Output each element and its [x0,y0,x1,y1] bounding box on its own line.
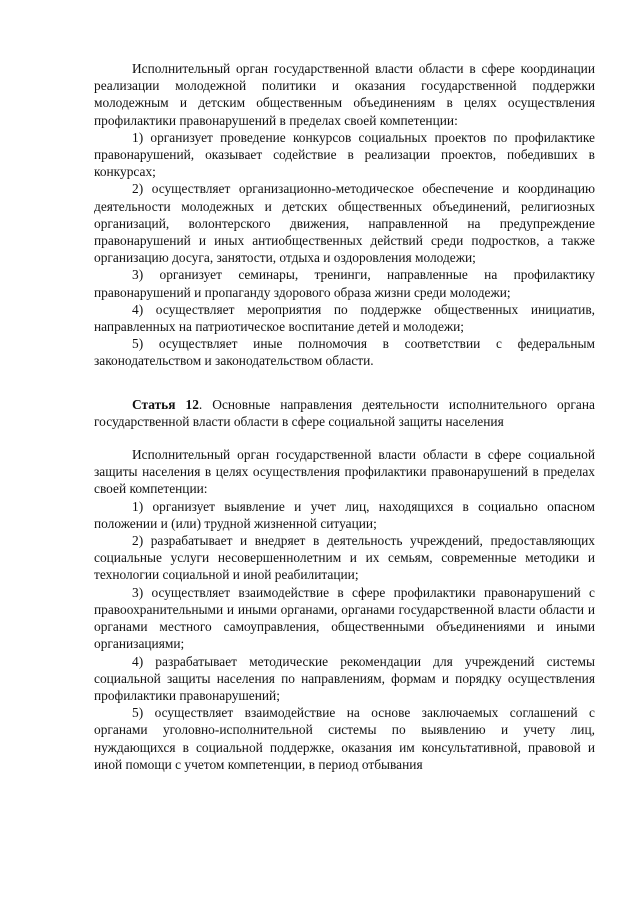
list-item: 3) осуществляет взаимодействие в сфере профилактики правонарушений с правоохранительными и иными органами, органами государственной власти области и органами местного самоуправления, общественными объединениями и иными организациями; [94,584,595,652]
list-item: 1) организует выявление и учет лиц, находящихся в социально опасном положении и (или) трудной жизненной ситуации; [94,498,595,531]
list-item: 1) организует проведение конкурсов социальных проектов по профилактике правонарушений, оказывает содействие в реализации проектов, победивших в конкурсах; [94,129,595,180]
list-item: 2) осуществляет организационно-методическое обеспечение и координацию деятельности молодежных и детских общественных объединений, религиозных организаций, волонтерского движения, направленной на предупреждение правонарушений и иных антиобщественных действий среди подростков, а также организацию досуга, занятости, отдыха и оздоровления молодежи; [94,181,595,266]
list-item: 4) разрабатывает методические рекомендации для учреждений системы социальной защиты населения по направлениям, формам и порядку осуществления профилактики правонарушений; [94,653,595,703]
article-number: Статья 12 [132,396,199,412]
spacer [94,370,595,396]
list-item: 3) организует семинары, тренинги, направленные на профилактику правонарушений и пропаганду здорового образа жизни среди молодежи; [94,267,595,300]
article-title: . Основные направления деятельности исполнительного органа государственной власти области в сфере социальной защиты населения [94,396,595,429]
list-item: 2) разрабатывает и внедряет в деятельность учреждений, предоставляющих социальные услуги несовершеннолетним и их семьям, современные методики и технологии социальной и иной реабилитации; [94,533,595,583]
article-intro-paragraph: Исполнительный орган государственной власти области в сфере социальной защиты населения в целях осуществления профилактики правонарушений в пределах своей компетенции: [94,447,595,497]
spacer [94,430,595,446]
article-heading [94,396,595,430]
section-intro-paragraph: Исполнительный орган государственной власти области в сфере координации реализации молодежной политики и оказания государственной поддержки молодежным и детским общественным объединениям в целях осуществления профилактики правонарушений в пределах своей компетенции: [94,61,595,128]
list-item: 4) осуществляет мероприятия по поддержке общественных инициатив, направленных на патриотическое воспитание детей и молодежи; [94,301,595,335]
list-item: 5) осуществляет взаимодействие на основе заключаемых соглашений с органами уголовно-исполнительной системы по выявлению и учету лиц, нуждающихся в социальной поддержке, оказания им консультативной, правовой и иной помощи с учетом компетенции, в период отбывания [94,705,595,772]
document-page [94,60,595,773]
list-item: 5) осуществляет иные полномочия в соответствии с федеральным законодательством и законодательством области. [94,336,595,369]
article-12 [94,396,595,773]
youth-policy-section [94,60,595,370]
